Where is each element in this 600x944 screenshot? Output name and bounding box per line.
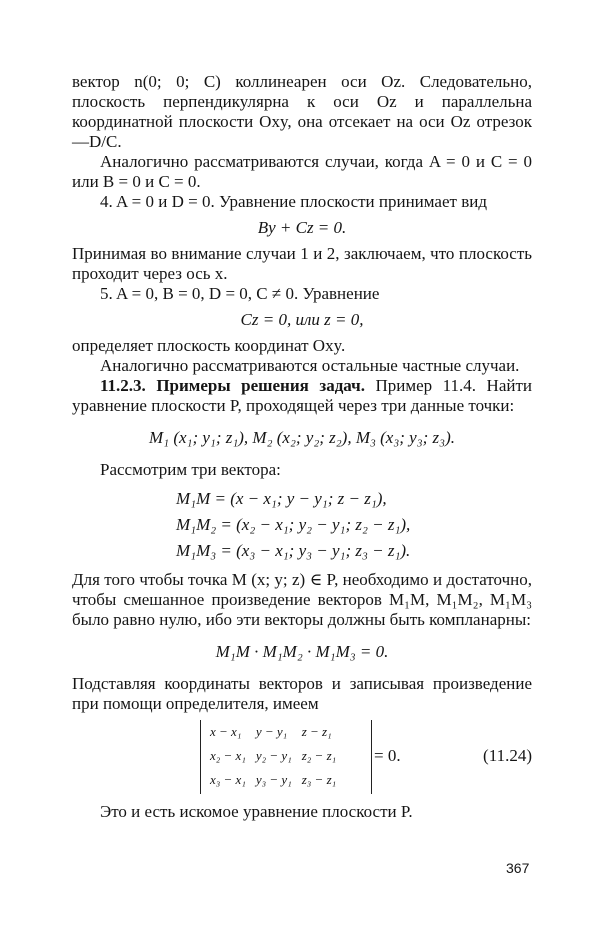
paragraph-oxy: определяет плоскость координат Oxy. bbox=[72, 336, 346, 355]
equation-mixed-product: M₁M · M₁M₂ · M₁M₃ = 0. bbox=[215, 642, 389, 661]
determinant-rhs: = 0. bbox=[374, 746, 401, 765]
paragraph-conclusion: Это и есть искомое уравнение плоскости P. bbox=[100, 802, 413, 821]
paragraph-three-vectors: Рассмотрим три вектора: bbox=[100, 460, 281, 479]
vector-list bbox=[176, 486, 532, 564]
section-heading: 11.2.3. Примеры решения задач. bbox=[100, 376, 365, 395]
paragraph-other-cases: Аналогично рассматриваются остальные частные случаи. bbox=[100, 356, 520, 375]
paragraph-coplanar: Для того чтобы точка M (x; y; z) ∈ P, необходимо и достаточно, чтобы смешанное произведение векторов M₁M, M₁M₂, M₁M₃ было равно нулю, ибо эти векторы должны быть компланарны: bbox=[72, 570, 532, 629]
equation-points: M₁ (x₁; y₁; z₁), M₂ (x₂; y₂; z₂), M₃ (x₃; y₃; z₃). bbox=[149, 428, 455, 447]
determinant-equation bbox=[72, 718, 532, 802]
paragraph-axis-x: Принимая во внимание случаи 1 и 2, заключаем, что плоскость проходит через ось x. bbox=[72, 244, 532, 283]
det-cell: x₃ − x₁ bbox=[210, 772, 246, 787]
paragraph-example bbox=[72, 376, 532, 416]
equation-case-5: Cz = 0, или z = 0, bbox=[240, 310, 364, 329]
paragraph-substituting: Подставляя координаты векторов и записывая произведение при помощи определителя, имеем bbox=[72, 674, 532, 713]
vector-m1m3: M₁M₃ = (x₃ − x₁; y₃ − y₁; z₃ − z₁). bbox=[176, 541, 411, 560]
det-cell: x₂ − x₁ bbox=[210, 748, 246, 763]
det-cell: z₂ − z₁ bbox=[301, 748, 337, 763]
vector-m1m2: M₁M₂ = (x₂ − x₁; y₂ − y₁; z₂ − z₁), bbox=[176, 515, 411, 534]
page-number: 367 bbox=[506, 860, 530, 876]
equation-case-4: By + Cz = 0. bbox=[257, 218, 347, 237]
example-text: Пример 11.4. Найти уравнение плоскости P, проходящей через три данные точки: bbox=[72, 376, 532, 415]
paragraph-case-5: 5. A = 0, B = 0, D = 0, C ≠ 0. Уравнение bbox=[100, 284, 380, 303]
paragraph-vector-n: вектор n(0; 0; C) коллинеарен оси Oz. Следовательно, плоскость перпендикулярна к оси Oz и параллельна координатной плоскости Oxy, она отсекает на оси Oz отрезок —D/C. bbox=[72, 72, 532, 151]
det-cell: z − z₁ bbox=[301, 724, 332, 739]
paragraph-analog-cases: Аналогично рассматриваются случаи, когда A = 0 и C = 0 или B = 0 и C = 0. bbox=[72, 152, 532, 191]
equation-number: (11.24) bbox=[483, 746, 532, 765]
det-cell: y₃ − y₁ bbox=[255, 772, 292, 787]
det-cell: z₃ − z₁ bbox=[301, 772, 337, 787]
paragraph-case-4: 4. A = 0 и D = 0. Уравнение плоскости принимает вид bbox=[100, 192, 487, 211]
det-cell: y₂ − y₁ bbox=[255, 748, 292, 763]
page-content bbox=[72, 72, 532, 822]
determinant bbox=[200, 720, 372, 794]
vector-m1m: M₁M = (x − x₁; y − y₁; z − z₁), bbox=[176, 489, 387, 508]
det-cell: y − y₁ bbox=[255, 724, 288, 739]
det-cell: x − x₁ bbox=[210, 724, 242, 739]
